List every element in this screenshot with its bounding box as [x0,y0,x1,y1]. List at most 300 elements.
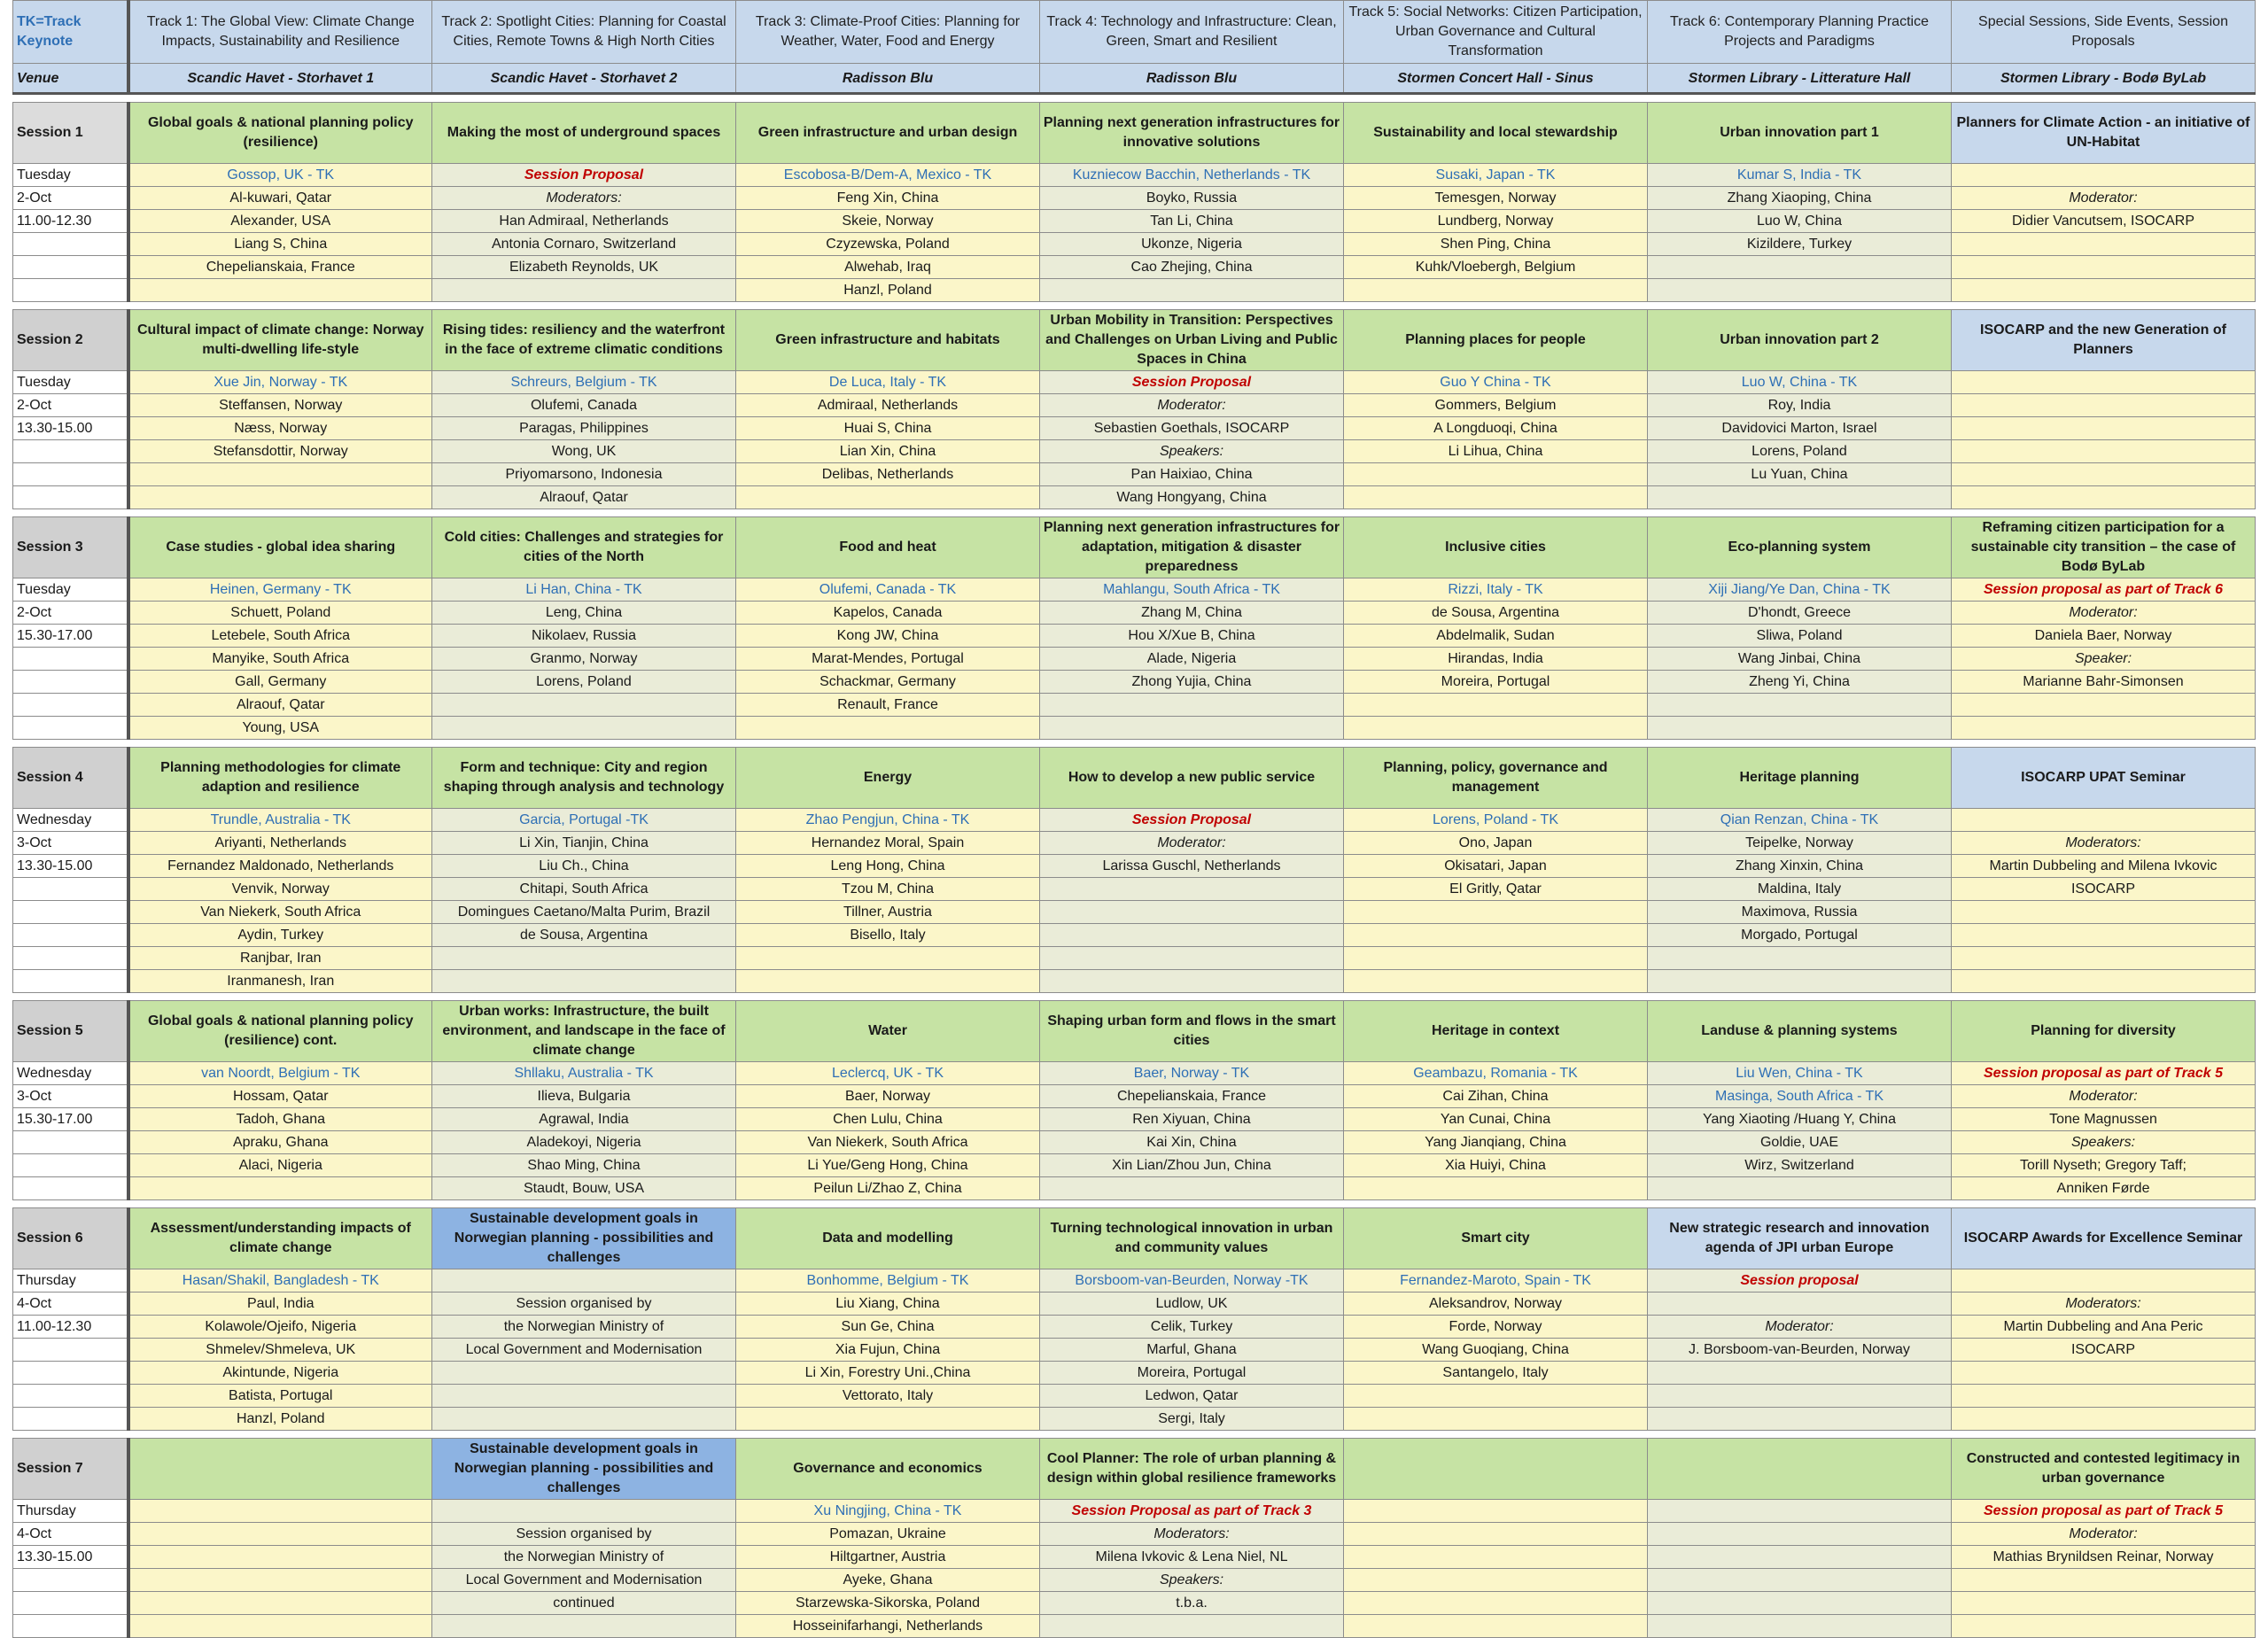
speaker-cell: Van Niekerk, South Africa [128,901,432,924]
speaker-row [13,625,2256,648]
speaker-row [13,256,2256,279]
speaker-cell: D'hondt, Greece [1648,602,1952,625]
speaker-row [13,1269,2256,1293]
speaker-cell: Lorens, Poland [1648,440,1952,463]
speaker-cell: Marat-Mendes, Portugal [736,648,1040,671]
speaker-cell: Fernandez Maldonado, Netherlands [128,855,432,878]
speaker-cell [1344,901,1648,924]
track-header-row [13,1,2256,64]
speaker-row [13,1131,2256,1154]
speaker-cell: Li Lihua, China [1344,440,1648,463]
speaker-cell [736,970,1040,993]
session-date-cell [13,1362,128,1385]
speaker-cell: Bonhomme, Belgium - TK [736,1269,1040,1293]
session-date-cell: 13.30-15.00 [13,417,128,440]
speaker-cell [1040,947,1344,970]
speaker-cell: Tan Li, China [1040,210,1344,233]
speaker-cell [1344,694,1648,717]
session-separator [13,94,2256,103]
speaker-cell: Aleksandrov, Norway [1344,1293,1648,1316]
speaker-cell: Hanzl, Poland [736,279,1040,302]
speaker-cell: Moderator: [1040,832,1344,855]
speaker-cell: Bisello, Italy [736,924,1040,947]
session-track-title: Planning places for people [1344,310,1648,371]
speaker-cell: Delibas, Netherlands [736,463,1040,486]
speaker-cell: Hiltgartner, Austria [736,1546,1040,1569]
speaker-cell: Wang Hongyang, China [1040,486,1344,509]
track-header-3: Track 3: Climate-Proof Cities: Planning for Weather, Water, Food and Energy [736,1,1040,64]
speaker-cell: Chen Lulu, China [736,1108,1040,1131]
speaker-cell [736,486,1040,509]
speaker-cell: Xu Ningjing, China - TK [736,1500,1040,1523]
speaker-cell [1952,417,2256,440]
speaker-cell: Moderators: [1952,1293,2256,1316]
venue-cell: Scandic Havet - Storhavet 1 [128,64,432,94]
session-date-cell: Tuesday [13,164,128,187]
speaker-cell: Maximova, Russia [1648,901,1952,924]
session-track-title: Planning methodologies for climate adaption and resilience [128,748,432,809]
speaker-cell: Qian Renzan, China - TK [1648,809,1952,832]
session-date-cell: 2-Oct [13,602,128,625]
session-track-title: Sustainable development goals in Norwegian planning - possibilities and challenges [432,1439,736,1500]
track-header-5: Track 5: Social Networks: Citizen Participation, Urban Governance and Cultural Transformation [1344,1,1648,64]
speaker-cell: De Luca, Italy - TK [736,371,1040,394]
session-track-title: Governance and economics [736,1439,1040,1500]
session-track-title: Turning technological innovation in urban and community values [1040,1208,1344,1269]
speaker-row [13,440,2256,463]
speaker-cell [1648,1408,1952,1431]
speaker-cell [1040,878,1344,901]
speaker-cell [1344,970,1648,993]
speaker-cell [432,947,736,970]
session-track-title: Water [736,1001,1040,1062]
session-track-title: Cultural impact of climate change: Norway multi-dwelling life-style [128,310,432,371]
speaker-cell: Moderator: [1952,1523,2256,1546]
speaker-cell [1952,970,2256,993]
speaker-cell: Tone Magnussen [1952,1108,2256,1131]
session-track-title: Sustainability and local stewardship [1344,103,1648,164]
speaker-row [13,1154,2256,1177]
speaker-cell [1040,970,1344,993]
session-label: Session 5 [13,1001,128,1062]
session-track-title: Cold cities: Challenges and strategies for cities of the North [432,517,736,578]
session-track-title: Green infrastructure and urban design [736,103,1040,164]
speaker-cell: Session proposal as part of Track 6 [1952,578,2256,602]
speaker-cell: Granmo, Norway [432,648,736,671]
speaker-cell [432,1269,736,1293]
venue-cell: Scandic Havet - Storhavet 2 [432,64,736,94]
session-date-cell: 11.00-12.30 [13,210,128,233]
session-title-row [13,517,2256,578]
speaker-cell [1040,717,1344,740]
speaker-cell: Rizzi, Italy - TK [1344,578,1648,602]
speaker-cell: Speakers: [1952,1131,2256,1154]
speaker-cell: Session organised by [432,1293,736,1316]
session-separator [13,740,2256,748]
speaker-cell [1344,1615,1648,1638]
speaker-cell: Okisatari, Japan [1344,855,1648,878]
speaker-cell [1952,394,2256,417]
speaker-cell: Mathias Brynildsen Reinar, Norway [1952,1546,2256,1569]
session-track-title: Energy [736,748,1040,809]
speaker-cell: Ranjbar, Iran [128,947,432,970]
session-date-cell: 15.30-17.00 [13,1108,128,1131]
speaker-cell: Starzewska-Sikorska, Poland [736,1592,1040,1615]
speaker-cell [1344,463,1648,486]
speaker-cell [432,1385,736,1408]
speaker-row [13,1177,2256,1200]
speaker-cell: Forde, Norway [1344,1316,1648,1339]
speaker-cell [1648,1615,1952,1638]
speaker-cell: Van Niekerk, South Africa [736,1131,1040,1154]
speaker-cell: Zhang Xiaoping, China [1648,187,1952,210]
speaker-cell [1648,970,1952,993]
speaker-row [13,1500,2256,1523]
speaker-cell: Daniela Baer, Norway [1952,625,2256,648]
speaker-cell [1952,1615,2256,1638]
speaker-cell: Speakers: [1040,440,1344,463]
speaker-cell [128,486,432,509]
venue-cell: Stormen Library - Bodø ByLab [1952,64,2256,94]
session-date-cell: 4-Oct [13,1293,128,1316]
speaker-cell: Martin Dubbeling and Milena Ivkovic [1952,855,2256,878]
speaker-row [13,648,2256,671]
speaker-cell: Santangelo, Italy [1344,1362,1648,1385]
speaker-cell: Masinga, South Africa - TK [1648,1085,1952,1108]
track-header-special: Special Sessions, Side Events, Session Proposals [1952,1,2256,64]
speaker-cell: Heinen, Germany - TK [128,578,432,602]
session-date-cell [13,256,128,279]
session-title-row [13,1439,2256,1500]
session-date-cell: Thursday [13,1500,128,1523]
track-keynote-legend: TK=Track Keynote [13,1,128,64]
speaker-cell: Escobosa-B/Dem-A, Mexico - TK [736,164,1040,187]
speaker-cell: Kizildere, Turkey [1648,233,1952,256]
speaker-cell: Shllaku, Australia - TK [432,1062,736,1085]
session-track-title: Urban innovation part 2 [1648,310,1952,371]
session-date-cell: 13.30-15.00 [13,855,128,878]
session-track-title: Heritage in context [1344,1001,1648,1062]
speaker-row [13,717,2256,740]
speaker-cell: Zhong Yujia, China [1040,671,1344,694]
speaker-cell: Luo W, China - TK [1648,371,1952,394]
speaker-row [13,947,2256,970]
speaker-cell [1648,1546,1952,1569]
speaker-row [13,233,2256,256]
session-date-cell: 3-Oct [13,832,128,855]
speaker-cell: Kuzniecow Bacchin, Netherlands - TK [1040,164,1344,187]
speaker-cell [1344,1523,1648,1546]
speaker-cell [1344,924,1648,947]
speaker-cell: Lorens, Poland - TK [1344,809,1648,832]
speaker-cell: Priyomarsono, Indonesia [432,463,736,486]
session-title-row [13,103,2256,164]
speaker-cell [1952,924,2256,947]
speaker-cell: Gommers, Belgium [1344,394,1648,417]
session-track-title [1344,1439,1648,1500]
speaker-cell: Sun Ge, China [736,1316,1040,1339]
speaker-cell: Al-kuwari, Qatar [128,187,432,210]
speaker-cell: Ukonze, Nigeria [1040,233,1344,256]
speaker-cell: Milena Ivkovic & Lena Niel, NL [1040,1546,1344,1569]
speaker-cell [1344,1569,1648,1592]
speaker-cell [736,947,1040,970]
session-track-title: Planners for Climate Action - an initiative of UN-Habitat [1952,103,2256,164]
speaker-cell: Moderators: [1040,1523,1344,1546]
speaker-cell: van Noordt, Belgium - TK [128,1062,432,1085]
speaker-cell: Yang Xiaoting /Huang Y, China [1648,1108,1952,1131]
session-track-title: Food and heat [736,517,1040,578]
speaker-cell [1952,717,2256,740]
session-date-cell: Thursday [13,1269,128,1293]
speaker-cell: Tillner, Austria [736,901,1040,924]
speaker-cell: Marful, Ghana [1040,1339,1344,1362]
speaker-cell: Hanzl, Poland [128,1408,432,1431]
venue-cell: Stormen Library - Litterature Hall [1648,64,1952,94]
speaker-cell: Stefansdottir, Norway [128,440,432,463]
speaker-cell [1344,1385,1648,1408]
speaker-cell [432,279,736,302]
speaker-cell: Trundle, Australia - TK [128,809,432,832]
session-date-cell [13,901,128,924]
speaker-cell [1648,694,1952,717]
speaker-cell [1648,1362,1952,1385]
speaker-cell: Alade, Nigeria [1040,648,1344,671]
speaker-cell [1952,1385,2256,1408]
speaker-cell: Speaker: [1952,648,2256,671]
speaker-cell [1952,463,2256,486]
speaker-cell: Sliwa, Poland [1648,625,1952,648]
speaker-cell [1344,486,1648,509]
session-date-cell: 11.00-12.30 [13,1316,128,1339]
speaker-cell: Cai Zihan, China [1344,1085,1648,1108]
speaker-cell [1952,901,2256,924]
speaker-cell: Speakers: [1040,1569,1344,1592]
speaker-cell: Mahlangu, South Africa - TK [1040,578,1344,602]
speaker-row [13,671,2256,694]
speaker-cell [1952,256,2256,279]
speaker-row [13,210,2256,233]
speaker-cell: Venvik, Norway [128,878,432,901]
speaker-cell [1648,1500,1952,1523]
speaker-cell [1040,901,1344,924]
speaker-cell [1040,279,1344,302]
session-track-title: Cool Planner: The role of urban planning & design within global resilience frameworks [1040,1439,1344,1500]
speaker-cell: Yang Jianqiang, China [1344,1131,1648,1154]
session-date-cell [13,1154,128,1177]
speaker-cell [1344,1500,1648,1523]
speaker-cell: Paragas, Philippines [432,417,736,440]
speaker-row [13,1523,2256,1546]
session-track-title: Global goals & national planning policy (resilience) [128,103,432,164]
speaker-cell: Fernandez-Maroto, Spain - TK [1344,1269,1648,1293]
speaker-cell: de Sousa, Argentina [432,924,736,947]
session-track-title: How to develop a new public service [1040,748,1344,809]
speaker-cell: A Longduoqi, China [1344,417,1648,440]
speaker-cell [1344,1177,1648,1200]
speaker-cell: Celik, Turkey [1040,1316,1344,1339]
speaker-row [13,832,2256,855]
speaker-cell: Næss, Norway [128,417,432,440]
speaker-cell: Moderator: [1952,187,2256,210]
speaker-cell: Schreurs, Belgium - TK [432,371,736,394]
speaker-cell: Kolawole/Ojeifo, Nigeria [128,1316,432,1339]
speaker-row [13,878,2256,901]
speaker-cell [1344,947,1648,970]
speaker-cell: Czyzewska, Poland [736,233,1040,256]
session-track-title: Green infrastructure and habitats [736,310,1040,371]
speaker-cell: Session proposal [1648,1269,1952,1293]
session-title-row [13,748,2256,809]
speaker-cell [1344,717,1648,740]
speaker-cell: Xue Jin, Norway - TK [128,371,432,394]
session-track-title: Rising tides: resiliency and the waterfront in the face of extreme climatic conditions [432,310,736,371]
speaker-cell: Ono, Japan [1344,832,1648,855]
session-date-cell [13,486,128,509]
speaker-cell: Ayeke, Ghana [736,1569,1040,1592]
speaker-cell: Hernandez Moral, Spain [736,832,1040,855]
speaker-row [13,1385,2256,1408]
session-label: Session 6 [13,1208,128,1269]
speaker-cell: Geambazu, Romania - TK [1344,1062,1648,1085]
session-date-cell: Wednesday [13,1062,128,1085]
speaker-cell: Vettorato, Italy [736,1385,1040,1408]
session-date-cell [13,440,128,463]
speaker-row [13,578,2256,602]
speaker-cell: Borsboom-van-Beurden, Norway -TK [1040,1269,1344,1293]
venue-label: Venue [13,64,128,94]
speaker-cell: Ilieva, Bulgaria [432,1085,736,1108]
speaker-cell: Liu Wen, China - TK [1648,1062,1952,1085]
speaker-row [13,1108,2256,1131]
session-track-title: New strategic research and innovation agenda of JPI urban Europe [1648,1208,1952,1269]
session-track-title: Shaping urban form and flows in the smart cities [1040,1001,1344,1062]
session-track-title: Planning for diversity [1952,1001,2256,1062]
session-track-title: Eco-planning system [1648,517,1952,578]
session-title-row [13,310,2256,371]
session-track-title: Assessment/understanding impacts of climate change [128,1208,432,1269]
speaker-row [13,1316,2256,1339]
speaker-row [13,901,2256,924]
speaker-cell: Liu Xiang, China [736,1293,1040,1316]
speaker-row [13,486,2256,509]
speaker-row [13,1546,2256,1569]
speaker-cell: Session proposal as part of Track 5 [1952,1062,2256,1085]
speaker-cell [1648,717,1952,740]
speaker-cell: Didier Vancutsem, ISOCARP [1952,210,2256,233]
speaker-cell: Kong JW, China [736,625,1040,648]
speaker-cell [736,717,1040,740]
speaker-cell: El Gritly, Qatar [1344,878,1648,901]
speaker-cell: ISOCARP [1952,878,2256,901]
speaker-cell: Ariyanti, Netherlands [128,832,432,855]
speaker-row [13,279,2256,302]
speaker-cell: the Norwegian Ministry of [432,1546,736,1569]
speaker-row [13,694,2256,717]
speaker-cell: Alraouf, Qatar [128,694,432,717]
speaker-cell [128,1546,432,1569]
session-date-cell: Tuesday [13,371,128,394]
speaker-row [13,1085,2256,1108]
speaker-cell [1952,279,2256,302]
speaker-cell: Elizabeth Reynolds, UK [432,256,736,279]
session-date-cell [13,1177,128,1200]
session-track-title: Case studies - global idea sharing [128,517,432,578]
speaker-cell [128,1500,432,1523]
speaker-cell [1952,694,2256,717]
speaker-cell: Shmelev/Shmeleva, UK [128,1339,432,1362]
session-track-title: Urban Mobility in Transition: Perspectives and Challenges on Urban Living and Public Spaces in China [1040,310,1344,371]
speaker-cell: Alexander, USA [128,210,432,233]
session-date-cell: 4-Oct [13,1523,128,1546]
session-track-title [1648,1439,1952,1500]
speaker-cell [1648,947,1952,970]
speaker-cell [1952,371,2256,394]
speaker-cell [128,1569,432,1592]
speaker-cell [1952,1362,2256,1385]
speaker-cell [128,279,432,302]
speaker-cell: the Norwegian Ministry of [432,1316,736,1339]
venue-cell: Radisson Blu [736,64,1040,94]
speaker-cell [1648,1523,1952,1546]
speaker-cell: J. Borsboom-van-Beurden, Norway [1648,1339,1952,1362]
track-header-4: Track 4: Technology and Infrastructure: Clean, Green, Smart and Resilient [1040,1,1344,64]
speaker-cell [1648,1293,1952,1316]
session-date-cell: 15.30-17.00 [13,625,128,648]
speaker-cell: Wong, UK [432,440,736,463]
speaker-cell: Temesgen, Norway [1344,187,1648,210]
speaker-cell: Session Proposal [432,164,736,187]
speaker-cell: Tzou M, China [736,878,1040,901]
session-label: Session 3 [13,517,128,578]
speaker-cell: Goldie, UAE [1648,1131,1952,1154]
speaker-cell: Huai S, China [736,417,1040,440]
speaker-cell: Schuett, Poland [128,602,432,625]
speaker-cell [432,1408,736,1431]
session-label: Session 1 [13,103,128,164]
session-date-cell [13,717,128,740]
speaker-cell: Apraku, Ghana [128,1131,432,1154]
speaker-row [13,809,2256,832]
session-date-cell [13,233,128,256]
speaker-cell: Leng Hong, China [736,855,1040,878]
speaker-cell: Admiraal, Netherlands [736,394,1040,417]
speaker-cell: Hasan/Shakil, Bangladesh - TK [128,1269,432,1293]
speaker-row [13,602,2256,625]
session-separator [13,509,2256,517]
speaker-cell: Tadoh, Ghana [128,1108,432,1131]
speaker-cell: continued [432,1592,736,1615]
speaker-cell: Lorens, Poland [432,671,736,694]
speaker-cell: Han Admiraal, Netherlands [432,210,736,233]
speaker-cell: Xia Huiyi, China [1344,1154,1648,1177]
speaker-cell [1040,924,1344,947]
speaker-cell: Sergi, Italy [1040,1408,1344,1431]
session-separator [13,1431,2256,1439]
speaker-cell [1648,279,1952,302]
speaker-cell: Morgado, Portugal [1648,924,1952,947]
speaker-cell: Session Proposal [1040,371,1344,394]
speaker-cell: Local Government and Modernisation [432,1569,736,1592]
speaker-cell: Boyko, Russia [1040,187,1344,210]
speaker-cell: Li Han, China - TK [432,578,736,602]
speaker-cell: Agrawal, India [432,1108,736,1131]
session-label: Session 7 [13,1439,128,1500]
speaker-row [13,1339,2256,1362]
speaker-cell: Wang Guoqiang, China [1344,1339,1648,1362]
session-date-cell [13,1131,128,1154]
speaker-cell: Moderator: [1040,394,1344,417]
